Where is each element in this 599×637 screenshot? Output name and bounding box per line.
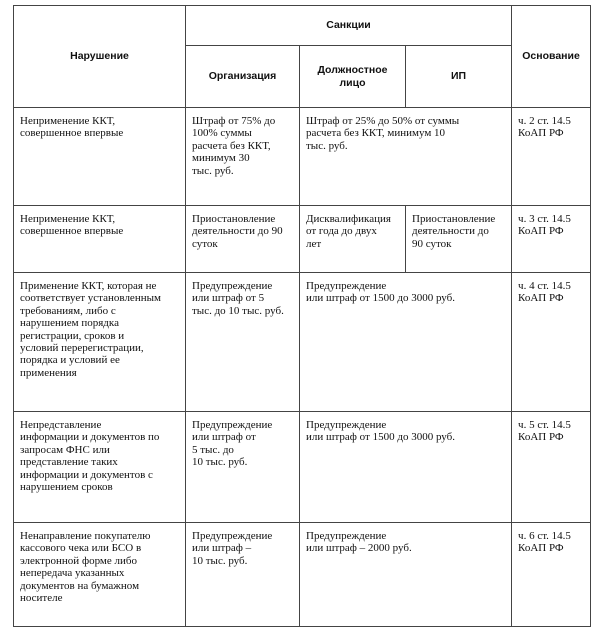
cell-organization: Предупреждение или штраф – 10 тыс. руб. [186, 523, 300, 627]
cell-organization: Штраф от 75% до 100% суммы расчета без ККТ, минимум 30 тыс. руб. [186, 108, 300, 206]
sanctions-table [13, 5, 591, 627]
cell-basis: ч. 2 ст. 14.5 КоАП РФ [512, 108, 591, 206]
table-row [14, 523, 591, 627]
cell-official: Дисквалификация от года до двух лет [300, 206, 406, 273]
header-ip: ИП [406, 46, 512, 108]
header-official: Должностное лицо [300, 46, 406, 108]
cell-basis: ч. 3 ст. 14.5 КоАП РФ [512, 206, 591, 273]
cell-organization: Предупреждение или штраф от 5 тыс. до 10 тыс. руб. [186, 412, 300, 523]
table-row [14, 108, 591, 206]
cell-violation: Применение ККТ, которая не соответствует установленным требованиям, либо с нарушением порядка регистрации, сроков и условий перерегистрации, порядка и условий ее применения [14, 273, 186, 412]
header-basis: Основание [512, 6, 591, 108]
table-row [14, 273, 591, 412]
cell-basis: ч. 4 ст. 14.5 КоАП РФ [512, 273, 591, 412]
header-violation: Нарушение [14, 6, 186, 108]
cell-official-ip: Предупреждение или штраф от 1500 до 3000 руб. [300, 273, 512, 412]
cell-ip: Приостановление деятельности до 90 суток [406, 206, 512, 273]
table-row [14, 412, 591, 523]
cell-official-ip: Предупреждение или штраф – 2000 руб. [300, 523, 512, 627]
header-sanctions: Санкции [186, 6, 512, 46]
cell-organization: Предупреждение или штраф от 5 тыс. до 10 тыс. руб. [186, 273, 300, 412]
header-organization: Организация [186, 46, 300, 108]
cell-violation: Ненаправление покупателю кассового чека или БСО в электронной форме либо непередача указанных документов на бумажном носителе [14, 523, 186, 627]
table-row [14, 206, 591, 273]
cell-basis: ч. 5 ст. 14.5 КоАП РФ [512, 412, 591, 523]
cell-official-ip: Штраф от 25% до 50% от суммы расчета без ККТ, минимум 10 тыс. руб. [300, 108, 512, 206]
cell-organization: Приостановление деятельности до 90 суток [186, 206, 300, 273]
cell-violation: Неприменение ККТ, совершенное впервые [14, 108, 186, 206]
cell-violation: Непредставление информации и документов по запросам ФНС или представление таких информации и документов с нарушением сроков [14, 412, 186, 523]
cell-basis: ч. 6 ст. 14.5 КоАП РФ [512, 523, 591, 627]
cell-official-ip: Предупреждение или штраф от 1500 до 3000 руб. [300, 412, 512, 523]
cell-violation: Неприменение ККТ, совершенное впервые [14, 206, 186, 273]
